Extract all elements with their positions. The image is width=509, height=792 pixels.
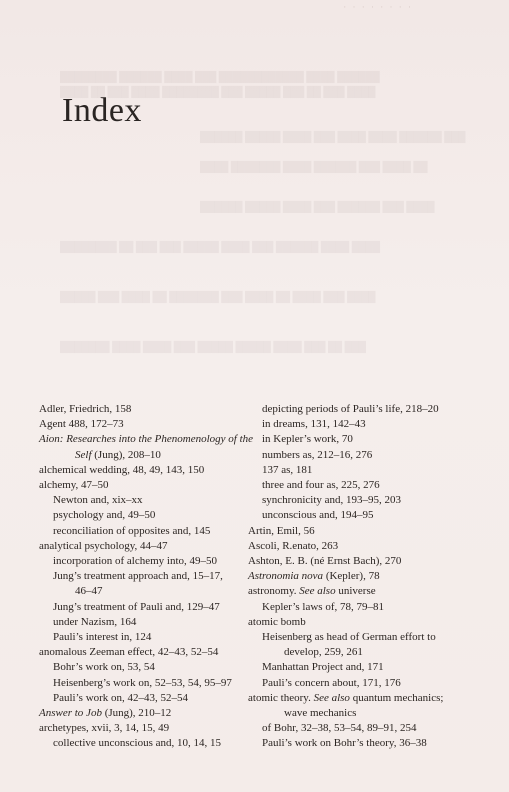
- index-subentry: in dreams, 131, 142–43: [262, 418, 366, 431]
- show-through-text: ██████ █████ ████ ███ ██████ ███ ████: [200, 202, 435, 213]
- index-entry: analytical psychology, 44–47: [39, 539, 168, 552]
- index-entry: alchemy, 47–50: [39, 479, 109, 492]
- index-entry: anomalous Zeeman effect, 42–43, 52–54: [39, 646, 219, 659]
- index-subentry-continuation: 46–47: [75, 585, 103, 598]
- index-entry: [248, 691, 476, 706]
- index-subentry: incorporation of alchemy into, 49–50: [53, 555, 218, 568]
- entry-head: atomic theory.: [248, 691, 314, 704]
- index-subentry: Bohr’s work on, 53, 54: [53, 661, 155, 674]
- index-entry: [39, 706, 239, 721]
- see-also: See also: [313, 691, 350, 704]
- index-subentry: psychology and, 49–50: [53, 509, 156, 522]
- index-subentry: numbers as, 212–16, 276: [262, 448, 373, 461]
- index-column-left: [39, 402, 254, 752]
- see-also: See also: [299, 585, 336, 598]
- entry-head: astronomy.: [248, 585, 300, 598]
- page-title: Index: [62, 92, 142, 129]
- index-entry: Ashton, E. B. (né Ernst Bach), 270: [248, 555, 402, 568]
- index-entry: alchemical wedding, 48, 49, 143, 150: [39, 463, 205, 476]
- show-through-text: ███████ ████ ████ ███ █████ █████ ████ ███ ██ ███: [60, 342, 366, 353]
- index-subentry: 137 as, 181: [262, 463, 313, 476]
- index-subentry: Heisenberg as head of German effort to: [262, 631, 436, 644]
- index-entry: [248, 584, 476, 599]
- index-subentry: Manhattan Project and, 171: [262, 661, 384, 674]
- index-entry: atomic bomb: [248, 615, 306, 628]
- index-subentry: of Bohr, 32–38, 53–54, 89–91, 254: [262, 722, 417, 735]
- title-fragment: Astronomia nova: [248, 570, 324, 583]
- entry-tail: universe: [335, 585, 376, 598]
- index-subentry: Heisenberg’s work on, 52–53, 54, 95–97: [53, 676, 232, 689]
- index-entry: Agent 488, 172–73: [39, 418, 124, 431]
- index-subentry: three and four as, 225, 276: [262, 479, 380, 492]
- index-column-right: [248, 402, 476, 752]
- title-fragment: Self: [75, 448, 92, 461]
- index-subentry: unconscious and, 194–95: [262, 509, 374, 522]
- index-entry: Ascoli, R.enato, 263: [248, 539, 339, 552]
- index-subentry: synchronicity and, 193–95, 203: [262, 494, 402, 507]
- index-subentry: Newton and, xix–xx: [53, 494, 143, 507]
- index-subentry: reconciliation of opposites and, 145: [53, 524, 211, 537]
- index-subentry: collective unconscious and, 10, 14, 15: [53, 737, 222, 750]
- index-subentry: Jung’s treatment of Pauli and, 129–47: [53, 600, 220, 613]
- show-through-text: ████████ ██ ███ ███ █████ ████ ███ ██████ ████ ████: [60, 242, 381, 253]
- index-subentry: under Nazism, 164: [53, 615, 137, 628]
- index-subentry: depicting periods of Pauli’s life, 218–20: [262, 403, 439, 415]
- index-entry: [248, 569, 476, 584]
- entry-tail: (Jung), 210–12: [101, 707, 172, 720]
- index-entry-continuation: wave mechanics: [284, 707, 357, 720]
- show-through-text: ████████ ██████ ████ ███ ████████████ ████ ██████: [60, 72, 380, 83]
- index-subentry: Pauli’s work on Bohr’s theory, 36–38: [262, 737, 427, 750]
- index-entry: Artin, Emil, 56: [248, 524, 315, 537]
- index-subentry: Kepler’s laws of, 78, 79–81: [262, 600, 384, 613]
- index-entry: Adler, Friedrich, 158: [39, 403, 132, 415]
- show-through-text: ████ ██ ███ ████ ████████ ███ █████ ███ ██ ███ ████: [60, 87, 376, 98]
- index-entry: [39, 448, 239, 463]
- index-subentry: Jung’s treatment approach and, 15–17,: [53, 570, 223, 583]
- show-through-text: █████ ███ ████ ██ ███████ ███ ████ ██ ████ ███ ████: [60, 292, 376, 303]
- index-subentry: Pauli’s interest in, 124: [53, 631, 152, 644]
- index-subentry: Pauli’s work on, 42–43, 52–54: [53, 691, 189, 704]
- show-through-text: ██████ █████ ████ ███ ████ ████ ██████ ███: [200, 132, 466, 143]
- index-subentry: in Kepler’s work, 70: [262, 433, 353, 446]
- running-head: · · · · · · · ·: [343, 2, 413, 12]
- entry-tail: (Kepler), 78: [323, 570, 380, 583]
- index-entry: archetypes, xvii, 3, 14, 15, 49: [39, 722, 170, 735]
- index-entry: Aion: Researches into the Phenomenology of the: [39, 433, 254, 446]
- index-subentry-continuation: develop, 259, 261: [284, 646, 363, 659]
- index-subentry: Pauli’s concern about, 171, 176: [262, 676, 401, 689]
- entry-tail: (Jung), 208–10: [91, 448, 161, 461]
- show-through-text: ████ ███████ ████ ██████ ███ ████ ██: [200, 162, 428, 173]
- entry-tail: quantum mechanics;: [349, 691, 444, 704]
- title-fragment: Answer to Job: [39, 707, 102, 720]
